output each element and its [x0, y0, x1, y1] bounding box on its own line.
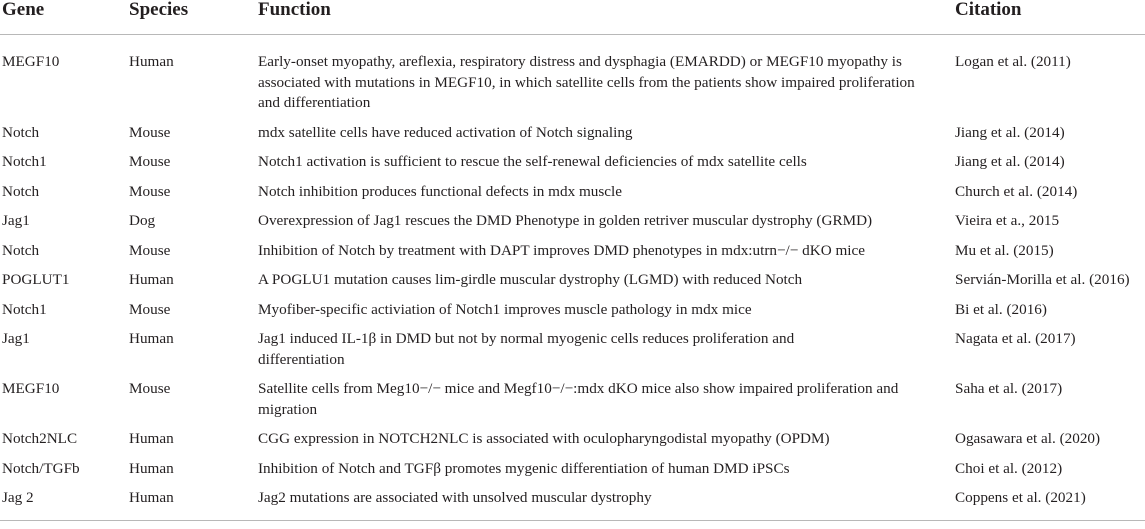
cell-function: Notch inhibition produces functional defects in mdx muscle [258, 182, 622, 200]
cell-citation: Jiang et al. (2014) [955, 123, 1065, 141]
cell-species: Mouse [129, 182, 171, 200]
table-row [0, 300, 1145, 330]
cell-function: Myofiber-specific activiation of Notch1 improves muscle pathology in mdx mice [258, 300, 752, 318]
cell-citation: Servián-Morilla et al. (2016) [955, 271, 1130, 288]
table-row [0, 488, 1145, 520]
table-body [0, 35, 1145, 521]
cell-species: Human [129, 489, 174, 506]
table-row [0, 379, 1145, 429]
cell-function: Overexpression of Jag1 rescues the DMD Phenotype in golden retriver muscular dystrophy (GRMD) [258, 212, 873, 229]
cell-gene: MEGF10 [2, 53, 60, 70]
header-function: Function [258, 0, 331, 20]
cell-gene: Jag1 [2, 330, 30, 347]
cell-species: Mouse [129, 123, 171, 141]
cell-species: Human [129, 53, 174, 70]
cell-citation: Coppens et al. (2021) [955, 489, 1086, 506]
cell-gene: Notch [2, 241, 40, 259]
table-row [0, 329, 1145, 379]
cell-citation: Vieira et a., 2015 [955, 212, 1060, 229]
cell-citation: Nagata et al. (2017) [955, 330, 1076, 347]
header-row [0, 0, 1145, 35]
header-species: Species [129, 0, 189, 20]
cell-species: Human [129, 271, 174, 288]
cell-function: Notch1 activation is sufficient to rescue the self-renewal deficiencies of mdx satellite cells [258, 153, 807, 170]
table-row [0, 123, 1145, 153]
cell-citation: Ogasawara et al. (2020) [955, 430, 1101, 447]
cell-species: Human [129, 459, 174, 477]
cell-function: Jag2 mutations are associated with unsolved muscular dystrophy [258, 489, 652, 506]
cell-species: Mouse [129, 380, 171, 397]
header-gene: Gene [2, 0, 45, 20]
cell-function: Early-onset myopathy, areflexia, respiratory distress and dysphagia (EMARDD) or MEGF10 myopathy is associated with mutations in MEGF10, in which satellite cells from the patients show impaired proliferation and differentiation [258, 53, 915, 111]
cell-species: Dog [129, 212, 156, 229]
cell-citation: Mu et al. (2015) [955, 241, 1054, 259]
table-row [0, 182, 1145, 212]
header-citation: Citation [955, 0, 1022, 20]
cell-species: Human [129, 330, 174, 347]
cell-function: Inhibition of Notch by treatment with DAPT improves DMD phenotypes in mdx:utrn−/− dKO mice [258, 241, 865, 259]
cell-species: Mouse [129, 300, 171, 318]
cell-gene: Notch [2, 123, 40, 141]
cell-citation: Logan et al. (2011) [955, 53, 1071, 70]
cell-species: Mouse [129, 153, 171, 170]
cell-gene: Notch1 [2, 153, 47, 170]
cell-citation: Church et al. (2014) [955, 182, 1078, 200]
cell-function: mdx satellite cells have reduced activation of Notch signaling [258, 123, 633, 141]
cell-citation: Jiang et al. (2014) [955, 153, 1065, 170]
table-row [0, 241, 1145, 271]
cell-species: Human [129, 430, 174, 447]
table-row [0, 211, 1145, 241]
cell-gene: Notch1 [2, 300, 47, 318]
table-row [0, 429, 1145, 459]
table-row [0, 459, 1145, 489]
cell-species: Mouse [129, 241, 171, 259]
table-row [0, 270, 1145, 300]
table-row [0, 35, 1145, 123]
cell-gene: Jag1 [2, 212, 30, 229]
cell-gene: Notch2NLC [2, 430, 78, 447]
cell-function: CGG expression in NOTCH2NLC is associated with oculopharyngodistal myopathy (OPDM) [258, 430, 830, 447]
cell-gene: POGLUT1 [2, 271, 70, 288]
cell-function: A POGLU1 mutation causes lim-girdle muscular dystrophy (LGMD) with reduced Notch [258, 271, 803, 288]
cell-gene: MEGF10 [2, 380, 60, 397]
cell-function: Inhibition of Notch and TGFβ promotes mygenic differentiation of human DMD iPSCs [258, 459, 790, 477]
cell-citation: Bi et al. (2016) [955, 300, 1047, 318]
cell-gene: Notch [2, 182, 40, 200]
cell-function: Jag1 induced IL-1β in DMD but not by normal myogenic cells reduces proliferation and differentiation [258, 330, 795, 368]
cell-gene: Jag 2 [2, 489, 34, 506]
cell-citation: Choi et al. (2012) [955, 459, 1063, 477]
cell-function: Satellite cells from Meg10−/− mice and Megf10−/−:mdx dKO mice also show impaired proliferation and migration [258, 380, 899, 418]
cell-gene: Notch/TGFb [2, 459, 80, 477]
table-row [0, 152, 1145, 182]
cell-citation: Saha et al. (2017) [955, 380, 1063, 397]
